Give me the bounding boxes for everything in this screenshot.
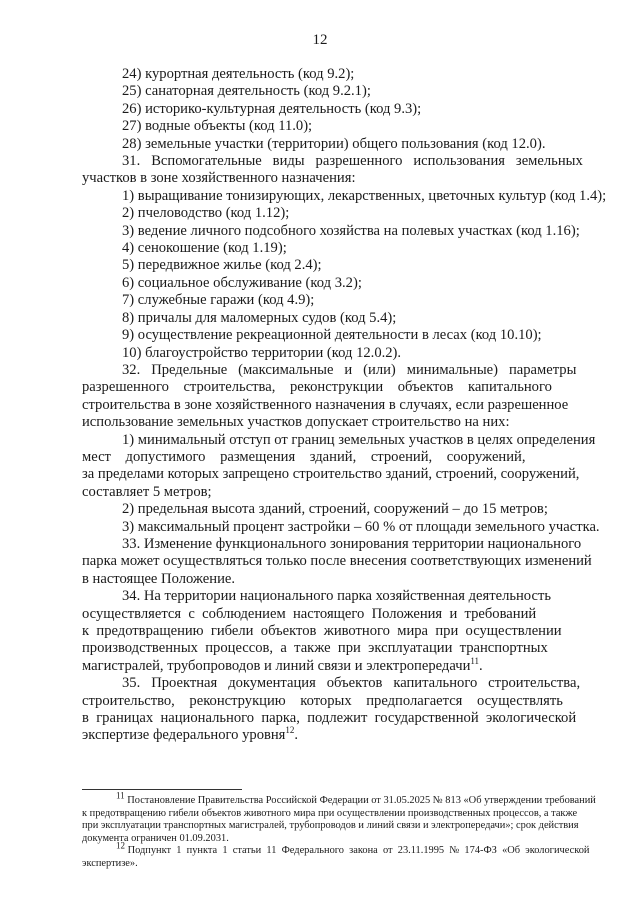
paragraph-line: 32. Предельные (максимальные и (или) минимальные) параметры bbox=[122, 361, 577, 378]
list-item: 6) социальное обслуживание (код 3.2); bbox=[122, 274, 362, 291]
list-item: 25) санаторная деятельность (код 9.2.1); bbox=[122, 83, 371, 100]
footnote-line: документа ограничен 01.09.2031. bbox=[82, 832, 229, 844]
footnotes bbox=[82, 790, 612, 871]
footnote-mark: 11 bbox=[116, 790, 125, 801]
page-number: 12 bbox=[312, 32, 328, 48]
list-item: 10) благоустройство территории (код 12.0.2). bbox=[122, 344, 402, 361]
list-item: 27) водные объекты (код 11.0); bbox=[122, 118, 313, 135]
paragraph-line: мест допустимого размещения зданий, строений, сооружений, bbox=[82, 448, 526, 465]
footnote-line: к предотвращению гибели объектов животного мира при осуществлении производственных процессов, а также bbox=[82, 807, 578, 819]
paragraph-line: разрешенного строительства, реконструкции объектов капитального bbox=[82, 379, 552, 396]
paragraph-line: 34. На территории национального парка хозяйственная деятельность bbox=[122, 588, 551, 605]
paragraph-line: 35. Проектная документация объектов капитального строительства, bbox=[122, 675, 581, 692]
paragraph-text: экспертизе федерального уровня bbox=[82, 727, 286, 744]
paragraph-line: за пределами которых запрещено строительство зданий, строений, сооружений, bbox=[82, 466, 580, 483]
footnote-line bbox=[82, 840, 612, 858]
footnote-11 bbox=[82, 790, 612, 845]
list-item: 3) ведение личного подсобного хозяйства на полевых участках (код 1.16); bbox=[122, 222, 580, 239]
paragraph-32 bbox=[82, 362, 612, 536]
paragraph-33 bbox=[82, 536, 612, 588]
list-item: 2) пчеловодство (код 1.12); bbox=[122, 205, 290, 222]
document-body bbox=[82, 66, 612, 745]
footnote-text: Подпункт 1 пункта 1 статьи 11 Федерального закона от 23.11.1995 № 174-ФЗ «Об экологической bbox=[127, 845, 590, 857]
footnote-line: при эксплуатации транспортных магистралей, трубопроводов и линий связи и электропередачи»; срок действия bbox=[82, 820, 579, 832]
paragraph-line: парка может осуществляться только после внесения соответствующих изменений bbox=[82, 553, 592, 570]
footnote-line: экспертизе». bbox=[82, 857, 138, 869]
paragraph-line: в настоящее Положение. bbox=[82, 570, 236, 587]
paragraph-line: составляет 5 метров; bbox=[82, 483, 212, 500]
paragraph-line: осуществляется с соблюдением настоящего Положения и требований bbox=[82, 605, 537, 622]
paragraph-31 bbox=[82, 153, 612, 188]
footnote-line bbox=[82, 790, 612, 808]
land-use-list-continued bbox=[82, 66, 612, 153]
paragraph-line: 3) максимальный процент застройки – 60 % от площади земельного участка. bbox=[122, 518, 600, 535]
footnote-mark: 12 bbox=[116, 840, 125, 851]
paragraph-line: экспертизе федерального уровня$^{12}$. bbox=[82, 725, 299, 744]
paragraph-line: производственных процессов, а также при эксплуатации транспортных bbox=[82, 640, 548, 657]
paragraph-line: 31. Вспомогательные виды разрешенного использования земельных bbox=[122, 153, 583, 170]
list-item: 5) передвижное жилье (код 2.4); bbox=[122, 257, 322, 274]
paragraph-line: к предотвращению гибели объектов животного мира при осуществлении bbox=[82, 623, 562, 639]
footnote-text: Постановление Правительства Российской Федерации от 31.05.2025 № 813 «Об утверждении требований bbox=[127, 795, 596, 806]
paragraph-line: 2) предельная высота зданий, строений, сооружений – до 15 метров; bbox=[122, 501, 548, 518]
paragraph-line: магистралей, трубопроводов и линий связи и электропередачи$^{11}$. bbox=[82, 655, 483, 674]
auxiliary-use-list bbox=[82, 188, 612, 362]
list-item: 1) выращивание тонизирующих, лекарственных, цветочных культур (код 1.4); bbox=[122, 187, 607, 204]
list-item: 24) курортная деятельность (код 9.2); bbox=[122, 66, 355, 82]
list-item: 7) служебные гаражи (код 4.9); bbox=[122, 292, 315, 309]
paragraph-34 bbox=[82, 588, 612, 675]
list-item: 4) сенокошение (код 1.19); bbox=[122, 240, 287, 257]
paragraph-line: использование земельных участков допускает строительство на них: bbox=[82, 414, 510, 431]
list-item: 9) осуществление рекреационной деятельности в лесах (код 10.10); bbox=[122, 327, 542, 344]
paragraph-line: строительство, реконструкцию которых предполагается осуществлять bbox=[82, 692, 563, 709]
footnote-ref-11[interactable]: 11 bbox=[470, 655, 480, 666]
footnote-12 bbox=[82, 840, 612, 870]
paragraph-35 bbox=[82, 675, 612, 745]
paragraph-line: строительства в зоне хозяйственного назначения в случаях, если разрешенное bbox=[82, 396, 569, 413]
list-item: 8) причалы для маломерных судов (код 5.4); bbox=[122, 309, 397, 326]
footnote-ref-12[interactable]: 12 bbox=[285, 725, 295, 736]
footnote-separator bbox=[82, 789, 242, 790]
list-item: 28) земельные участки (территории) общего пользования (код 12.0). bbox=[122, 135, 546, 152]
paragraph-line: в границах национального парка, подлежит государственной экологической bbox=[82, 710, 577, 727]
paragraph-text: магистралей, трубопроводов и линий связи и электропередачи bbox=[82, 657, 471, 674]
paragraph-line: 1) минимальный отступ от границ земельных участков в целях определения bbox=[122, 431, 596, 448]
paragraph-line: 33. Изменение функционального зонирования территории национального bbox=[122, 535, 582, 552]
list-item: 26) историко-культурная деятельность (код 9.3); bbox=[122, 100, 422, 117]
paragraph-line: участков в зоне хозяйственного назначения: bbox=[82, 170, 356, 187]
